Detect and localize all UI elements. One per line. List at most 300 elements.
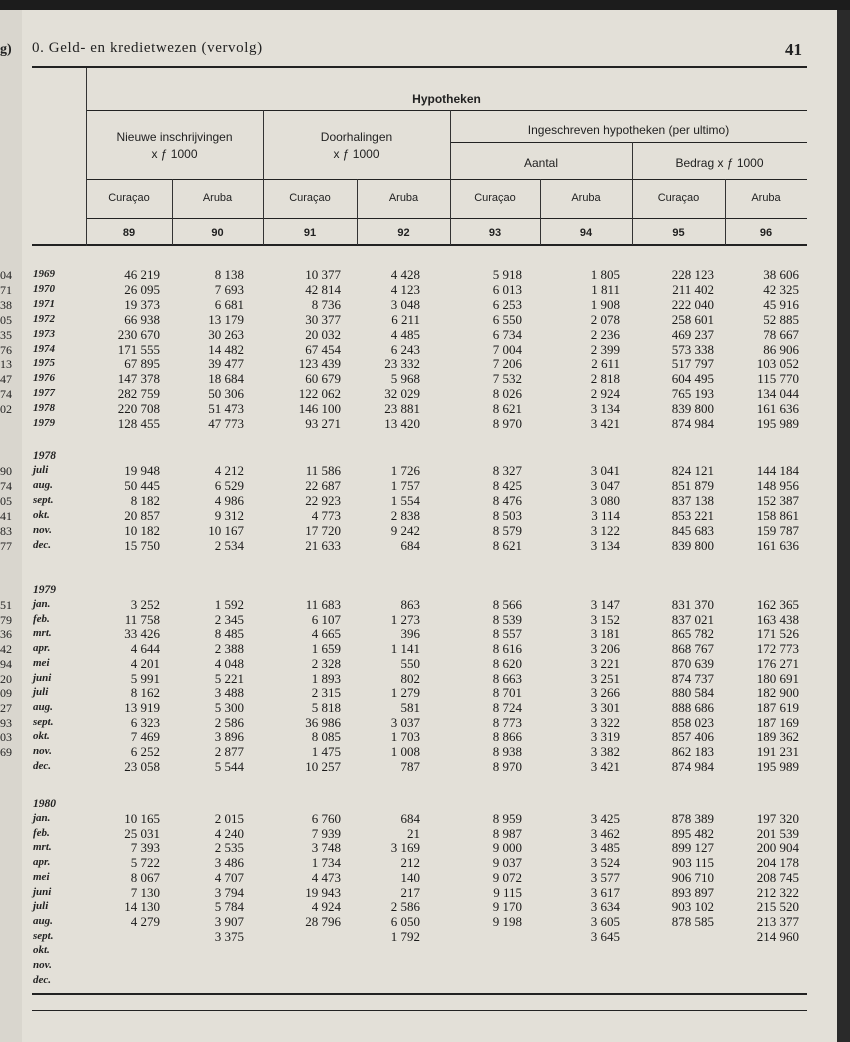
table-cell: 230 670 <box>117 326 160 342</box>
table-cell: 7 693 <box>214 281 244 297</box>
rule-bottom <box>32 993 807 995</box>
table-cell: 26 095 <box>124 281 160 297</box>
column-label-6: Aruba <box>571 192 601 204</box>
table-cell: 802 <box>400 670 420 686</box>
table-cell: 3 041 <box>590 463 620 478</box>
table-cell: 28 796 <box>305 913 341 929</box>
table-cell: 1 893 <box>311 670 341 686</box>
year-heading-row <box>22 798 837 812</box>
table-cell: 1 734 <box>311 855 341 871</box>
table-cell: 189 362 <box>756 729 799 745</box>
table-cell: 9 037 <box>492 855 522 871</box>
table-cell: 1 475 <box>311 744 341 759</box>
table-cell: 8 425 <box>492 477 522 493</box>
row-label: dec. <box>33 759 52 772</box>
table-cell: 3 577 <box>590 869 620 885</box>
table-cell: 36 986 <box>305 714 341 730</box>
table-cell: 3 794 <box>214 884 244 900</box>
table-cell: 3 421 <box>590 416 620 431</box>
table-cell: 8 067 <box>130 869 160 885</box>
table-row <box>22 509 837 523</box>
table-cell: 93 271 <box>305 416 341 431</box>
table-cell: 2 315 <box>311 685 341 701</box>
table-cell: 903 102 <box>671 899 714 915</box>
table-row <box>22 464 837 478</box>
table-cell: 2 586 <box>214 714 244 730</box>
table-cell: 60 679 <box>305 371 341 387</box>
table-cell: 8 736 <box>311 296 341 312</box>
previous-page-fragment: 51 <box>0 598 12 612</box>
table-cell: 8 557 <box>492 626 522 642</box>
table-cell: 1 008 <box>390 744 420 759</box>
table-cell: 158 861 <box>756 507 799 523</box>
row-label: dec. <box>33 973 52 986</box>
table-cell: 6 050 <box>390 913 420 929</box>
table-cell: 2 586 <box>390 899 420 915</box>
table-cell: 3 382 <box>590 744 620 759</box>
table-cell: 1 659 <box>311 641 341 657</box>
previous-page-strip <box>0 10 22 1042</box>
table-cell: 10 182 <box>124 522 160 538</box>
previous-page-fragment: 90 <box>0 464 12 478</box>
group-new-title: Nieuwe inschrijvingen <box>116 130 233 144</box>
table-cell: 144 184 <box>756 463 799 478</box>
table-cell: 15 750 <box>124 537 160 553</box>
column-number-7: 95 <box>672 227 685 239</box>
table-row <box>22 283 837 297</box>
row-label: okt. <box>33 508 50 521</box>
row-label: juli <box>33 686 49 699</box>
table-cell: 6 734 <box>492 326 522 342</box>
table-cell: 3 488 <box>214 685 244 701</box>
table-cell: 3 037 <box>390 714 420 730</box>
table-cell: 4 212 <box>214 463 244 478</box>
table-cell: 3 421 <box>590 758 620 774</box>
table-cell: 3 152 <box>590 611 620 627</box>
table-cell: 7 393 <box>130 840 160 856</box>
table-cell: 8 503 <box>492 507 522 523</box>
table-cell: 2 399 <box>590 341 620 357</box>
table-row <box>22 642 837 656</box>
table-cell: 13 179 <box>208 311 244 327</box>
table-cell: 20 032 <box>305 326 341 342</box>
table-cell: 17 720 <box>305 522 341 538</box>
row-label: 1976 <box>33 372 55 385</box>
table-cell: 604 495 <box>671 371 714 387</box>
table-cell: 21 <box>407 825 420 841</box>
row-label: juli <box>33 464 49 476</box>
table-cell: 3 605 <box>590 913 620 929</box>
table-cell: 2 345 <box>214 611 244 627</box>
table-cell: 5 722 <box>130 855 160 871</box>
table-row <box>22 760 837 774</box>
table-cell: 46 219 <box>124 267 160 282</box>
row-label: 1974 <box>33 342 55 355</box>
row-label: 1969 <box>33 268 55 280</box>
table-cell: 115 770 <box>757 371 799 387</box>
row-label: jan. <box>33 812 51 824</box>
column-number-1: 89 <box>122 227 136 239</box>
table-cell: 213 377 <box>756 913 799 929</box>
table-row <box>22 841 837 855</box>
table-row <box>22 627 837 641</box>
table-cell: 18 684 <box>208 371 244 387</box>
binding-edge <box>837 10 850 1042</box>
table-cell: 3 134 <box>590 537 620 553</box>
table-cell: 197 320 <box>756 811 799 826</box>
table-cell: 2 877 <box>214 744 244 759</box>
column-number-8: 96 <box>759 227 773 239</box>
table-cell: 878 585 <box>671 913 714 929</box>
year-heading-row <box>22 584 837 598</box>
previous-page-fragment: 20 <box>0 671 12 686</box>
table-cell: 865 782 <box>671 626 714 642</box>
super-header: Hypotheken <box>412 92 481 106</box>
page-header-title: 0. Geld- en kredietwezen (vervolg) <box>32 40 263 56</box>
table-cell: 9 170 <box>492 899 522 915</box>
table-row <box>22 598 837 612</box>
table-row <box>22 701 837 715</box>
group-del-unit: x ƒ 1000 <box>333 147 380 161</box>
previous-page-fragment: 41 <box>0 508 12 523</box>
table-cell: 9 072 <box>492 869 522 885</box>
table-cell: 1 273 <box>390 611 420 627</box>
table-cell: 8 579 <box>492 522 522 538</box>
table-cell: 33 426 <box>124 626 160 642</box>
table-cell: 899 127 <box>671 840 714 856</box>
table-cell: 3 134 <box>590 401 620 417</box>
table-cell: 147 378 <box>117 371 160 387</box>
table-cell: 837 021 <box>671 611 714 627</box>
previous-page-fragment: 93 <box>0 715 12 730</box>
table-cell: 32 029 <box>384 386 420 402</box>
table-cell: 874 984 <box>671 758 714 774</box>
row-label: apr. <box>33 856 51 869</box>
table-cell: 195 989 <box>756 416 799 431</box>
table-cell: 8 476 <box>492 492 522 508</box>
table-cell: 180 691 <box>756 670 799 686</box>
table-cell: 6 013 <box>492 281 522 297</box>
table-cell: 5 300 <box>214 699 244 715</box>
table-cell: 895 482 <box>671 825 714 841</box>
table-cell: 214 960 <box>756 928 799 944</box>
table-cell: 146 100 <box>298 401 341 417</box>
table-cell: 122 062 <box>298 386 341 402</box>
table-cell: 11 683 <box>305 597 341 612</box>
page-number: 41 <box>785 40 802 59</box>
table-cell: 10 167 <box>208 522 244 538</box>
table-cell: 3 907 <box>214 913 244 929</box>
table-row <box>22 268 837 282</box>
table-cell: 8 938 <box>492 744 522 759</box>
table-cell: 573 338 <box>671 341 714 357</box>
table-cell: 42 325 <box>763 281 799 297</box>
table-cell: 21 633 <box>305 537 341 553</box>
table-cell: 1 908 <box>590 296 620 312</box>
row-label: juni <box>33 671 52 684</box>
table-cell: 212 <box>400 855 420 871</box>
table-row <box>22 613 837 627</box>
table-cell: 1 757 <box>390 477 420 493</box>
table-cell: 11 758 <box>124 611 160 627</box>
table-row <box>22 959 837 973</box>
table-row <box>22 686 837 700</box>
table-cell: 6 252 <box>130 744 160 759</box>
table-row <box>22 900 837 914</box>
previous-page-fragment: 13 <box>0 357 12 372</box>
row-label: juni <box>33 885 52 898</box>
column-label-2: Aruba <box>202 192 233 204</box>
column-label-1: Curaçao <box>108 192 150 204</box>
table-cell: 134 044 <box>756 386 799 402</box>
table-cell: 4 707 <box>214 869 244 885</box>
table-row <box>22 827 837 841</box>
table-row <box>22 730 837 744</box>
table-cell: 5 968 <box>390 371 420 387</box>
table-cell: 4 924 <box>311 899 341 915</box>
table-cell: 3 122 <box>590 522 620 538</box>
row-label: 1978 <box>33 402 55 415</box>
table-cell: 4 986 <box>214 492 244 508</box>
group-del-title: Doorhalingen <box>320 130 393 144</box>
table-cell: 3 266 <box>590 685 620 701</box>
row-label: aug. <box>33 700 53 713</box>
table-cell: 6 211 <box>391 311 420 327</box>
previous-page-fragment: 02 <box>0 402 12 417</box>
table-cell: 6 550 <box>492 311 522 327</box>
table-cell: 50 306 <box>208 386 244 402</box>
table-cell: 152 387 <box>756 492 799 508</box>
previous-page-fragment: 04 <box>0 268 12 282</box>
table-cell: 128 455 <box>117 416 160 431</box>
rule-under-groups <box>86 179 807 180</box>
table-cell: 13 919 <box>124 699 160 715</box>
table-cell: 3 462 <box>590 825 620 841</box>
table-row <box>22 343 837 357</box>
table-cell: 2 388 <box>214 641 244 657</box>
table-cell: 5 918 <box>492 267 522 282</box>
row-label: 1979 <box>33 584 56 596</box>
table-cell: 78 667 <box>763 326 799 342</box>
table-cell: 396 <box>400 626 420 642</box>
row-label: sept. <box>33 929 54 942</box>
table-cell: 163 438 <box>756 611 799 627</box>
table-cell: 550 <box>400 655 420 671</box>
table-cell: 19 373 <box>124 296 160 312</box>
table-cell: 159 787 <box>756 522 799 538</box>
table-row <box>22 856 837 870</box>
column-label-8: Aruba <box>751 192 781 204</box>
table-cell: 13 420 <box>384 416 420 431</box>
table-cell: 3 524 <box>590 855 620 871</box>
row-label: mei <box>33 656 50 669</box>
table-cell: 4 665 <box>311 626 341 642</box>
table-cell: 182 900 <box>756 685 799 701</box>
table-cell: 3 251 <box>590 670 620 686</box>
table-cell: 888 686 <box>671 699 714 715</box>
row-label: 1975 <box>33 357 55 370</box>
row-label: nov. <box>33 959 52 971</box>
table-cell: 14 482 <box>208 341 244 357</box>
table-cell: 191 231 <box>756 744 799 759</box>
table-cell: 162 365 <box>756 597 799 612</box>
table-cell: 4 048 <box>214 655 244 671</box>
table-cell: 1 726 <box>390 463 420 478</box>
table-cell: 2 078 <box>590 311 620 327</box>
table-row <box>22 524 837 538</box>
table-cell: 67 454 <box>305 341 341 357</box>
table-cell: 3 114 <box>591 507 620 523</box>
table-cell: 39 477 <box>208 356 244 372</box>
table-cell: 3 047 <box>590 477 620 493</box>
table-cell: 7 532 <box>492 371 522 387</box>
previous-page-fragment: 76 <box>0 342 12 357</box>
row-label: apr. <box>33 642 51 655</box>
table-row <box>22 657 837 671</box>
table-cell: 845 683 <box>671 522 714 538</box>
table-cell: 10 165 <box>124 811 160 826</box>
column-number-2: 90 <box>211 227 224 239</box>
table-cell: 2 328 <box>311 655 341 671</box>
table-row <box>22 494 837 508</box>
table-cell: 8 663 <box>492 670 522 686</box>
table-cell: 8 485 <box>214 626 244 642</box>
table-cell: 7 939 <box>311 825 341 841</box>
table-cell: 3 617 <box>590 884 620 900</box>
table-row <box>22 402 837 416</box>
table-cell: 4 201 <box>130 655 160 671</box>
table-cell: 140 <box>400 869 420 885</box>
table-cell: 10 257 <box>305 758 341 774</box>
table-cell: 2 015 <box>214 811 244 826</box>
table-cell: 215 520 <box>756 899 799 915</box>
row-label: feb. <box>33 826 50 839</box>
table-cell: 38 606 <box>763 267 799 282</box>
table-cell: 2 236 <box>590 326 620 342</box>
row-label: sept. <box>33 493 54 506</box>
table-cell: 839 800 <box>671 401 714 417</box>
table-cell: 22 687 <box>305 477 341 493</box>
table-cell: 1 554 <box>390 492 420 508</box>
table-cell: 3 319 <box>590 729 620 745</box>
table-row <box>22 479 837 493</box>
table-cell: 19 943 <box>305 884 341 900</box>
table-cell: 148 956 <box>756 477 799 493</box>
row-label: 1979 <box>33 417 55 429</box>
table-cell: 282 759 <box>117 386 160 402</box>
row-label: aug. <box>33 478 53 491</box>
table-row <box>22 944 837 958</box>
table-cell: 9 000 <box>492 840 522 856</box>
row-label: 1978 <box>33 450 56 462</box>
table-cell: 10 377 <box>305 267 341 282</box>
row-label: jan. <box>33 598 51 610</box>
row-label: sept. <box>33 715 54 728</box>
table-cell: 8 182 <box>130 492 160 508</box>
table-cell: 3 048 <box>390 296 420 312</box>
table-cell: 3 486 <box>214 855 244 871</box>
table-cell: 4 473 <box>311 869 341 885</box>
table-cell: 52 885 <box>763 311 799 327</box>
rule-under-numbers <box>32 244 807 246</box>
table-cell: 30 377 <box>305 311 341 327</box>
previous-page-fragment: 35 <box>0 327 12 342</box>
table-cell: 8 621 <box>492 401 522 417</box>
table-cell: 874 737 <box>671 670 714 686</box>
table-cell: 201 539 <box>756 825 799 841</box>
table-cell: 1 811 <box>591 281 620 297</box>
rule-under-reg-title <box>450 142 807 143</box>
table-cell: 2 924 <box>590 386 620 402</box>
table-cell: 8 327 <box>492 463 522 478</box>
table-cell: 2 535 <box>214 840 244 856</box>
table-cell: 67 895 <box>124 356 160 372</box>
table-cell: 8 701 <box>492 685 522 701</box>
table-cell: 66 938 <box>124 311 160 327</box>
table-row <box>22 417 837 431</box>
table-cell: 8 987 <box>492 825 522 841</box>
table-cell: 9 312 <box>214 507 244 523</box>
row-label: nov. <box>33 523 52 536</box>
rule-under-hypotheken <box>86 110 807 111</box>
table-cell: 187 619 <box>756 699 799 715</box>
table-cell: 6 323 <box>130 714 160 730</box>
table-cell: 1 592 <box>214 597 244 612</box>
table-cell: 8 026 <box>492 386 522 402</box>
table-cell: 3 169 <box>390 840 420 856</box>
previous-page-fragment: 09 <box>0 686 12 701</box>
table-cell: 1 141 <box>390 641 420 657</box>
table-cell: 45 916 <box>763 296 799 312</box>
table-cell: 4 123 <box>390 281 420 297</box>
column-number-4: 92 <box>397 227 410 239</box>
table-cell: 8 138 <box>214 267 244 282</box>
table-cell: 862 183 <box>671 744 714 759</box>
table-cell: 824 121 <box>671 463 714 478</box>
table-cell: 9 198 <box>492 913 522 929</box>
rule-bottom-2 <box>32 1010 807 1011</box>
table-cell: 8 959 <box>492 811 522 826</box>
row-label: mei <box>33 870 50 883</box>
previous-page-fragment: 74 <box>0 387 12 402</box>
table-row <box>22 745 837 759</box>
table-cell: 19 948 <box>124 463 160 478</box>
row-label: nov. <box>33 745 52 757</box>
year-heading-row <box>22 450 837 464</box>
table-cell: 863 <box>400 597 420 612</box>
row-label: aug. <box>33 914 53 927</box>
table-cell: 4 485 <box>390 326 420 342</box>
row-label: feb. <box>33 612 50 625</box>
table-cell: 4 240 <box>214 825 244 841</box>
table-cell: 8 621 <box>492 537 522 553</box>
table-cell: 8 970 <box>492 758 522 774</box>
table-cell: 3 748 <box>311 840 341 856</box>
table-cell: 220 708 <box>117 401 160 417</box>
group-count-title: Aantal <box>523 156 559 170</box>
table-cell: 878 389 <box>671 811 714 826</box>
table-cell: 517 797 <box>671 356 714 372</box>
table-cell: 171 555 <box>117 341 160 357</box>
row-label: dec. <box>33 538 52 551</box>
table-cell: 3 080 <box>590 492 620 508</box>
table-cell: 851 879 <box>671 477 714 493</box>
table-cell: 212 322 <box>756 884 799 900</box>
table-row <box>22 672 837 686</box>
row-label: 1973 <box>33 327 55 340</box>
table-cell: 3 221 <box>590 655 620 671</box>
table-cell: 3 425 <box>590 811 620 826</box>
